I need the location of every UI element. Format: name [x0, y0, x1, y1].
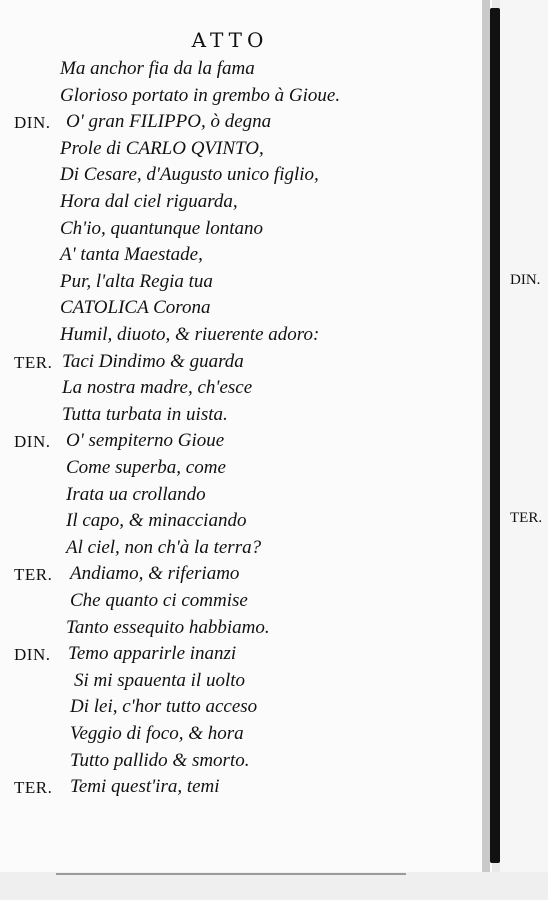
book-spine: [490, 8, 500, 863]
verse-text: Prole di CARLO QVINTO,: [60, 137, 264, 159]
verse-text: Si mi spauenta il uolto: [74, 669, 245, 691]
verse-text: Humil, diuoto, & riuerente adoro:: [60, 324, 320, 345]
verse-text: Irata ua crollando: [66, 483, 206, 505]
verse-text: Andiamo, & riferiamo: [70, 563, 240, 585]
verse-text: A' tanta Maestade,: [60, 244, 203, 266]
verse-text: Hora dal ciel riguarda,: [60, 191, 238, 212]
verse-text: Di Cesare, d'Augusto unico figlio,: [60, 164, 319, 186]
speaker-label: DIN.: [14, 432, 51, 452]
speaker-label: TER.: [14, 778, 53, 798]
verse-text: Che quanto ci commise: [70, 590, 248, 611]
page-gutter-shadow: [482, 0, 490, 900]
verse-text: Tutta turbata in uista.: [62, 403, 228, 425]
verse-text: Glorioso portato in grembo à Gioue.: [60, 84, 341, 106]
verse-text: Il capo, & minacciando: [66, 510, 247, 532]
verse-text: Ma anchor fia da la fama: [60, 58, 255, 79]
facing-page-speaker-din: DIN.: [510, 272, 541, 288]
running-header: ATTO: [191, 28, 269, 52]
verse-text: Taci Dindimo & guarda: [62, 350, 244, 372]
speaker-label: TER.: [14, 352, 53, 372]
speaker-label: TER.: [14, 565, 53, 585]
verse-text: O' gran FILIPPO, ò degna: [66, 111, 272, 133]
facing-page-speaker-ter: TER.: [510, 510, 543, 526]
verse-text: Ch'io, quantunque lontano: [60, 217, 264, 239]
facing-page-edge: [500, 0, 548, 900]
verse-text: Veggio di foco, & hora: [70, 723, 244, 744]
speaker-label: DIN.: [14, 645, 51, 665]
verse-text: Come superba, come: [66, 457, 226, 478]
verse-text: Pur, l'alta Regia tua: [60, 270, 213, 292]
verse-text: Tutto pallido & smorto.: [70, 749, 250, 771]
page-edge-line: [56, 873, 406, 875]
verse-text: Al ciel, non ch'à la terra?: [66, 536, 262, 558]
verse-text: CATOLICA Corona: [60, 297, 211, 319]
verse-text: Temi quest'ira, temi: [70, 776, 220, 798]
verse-text: Temo apparirle inanzi: [68, 643, 237, 665]
verse-text: O' sempiterno Gioue: [66, 430, 225, 452]
verse-text: Di lei, c'hor tutto acceso: [70, 696, 258, 718]
verse-text: La nostra madre, ch'esce: [62, 377, 253, 399]
speaker-label: DIN.: [14, 113, 51, 133]
verse-text: Tanto essequito habbiamo.: [66, 616, 270, 638]
page-bottom-margin: [0, 872, 548, 900]
